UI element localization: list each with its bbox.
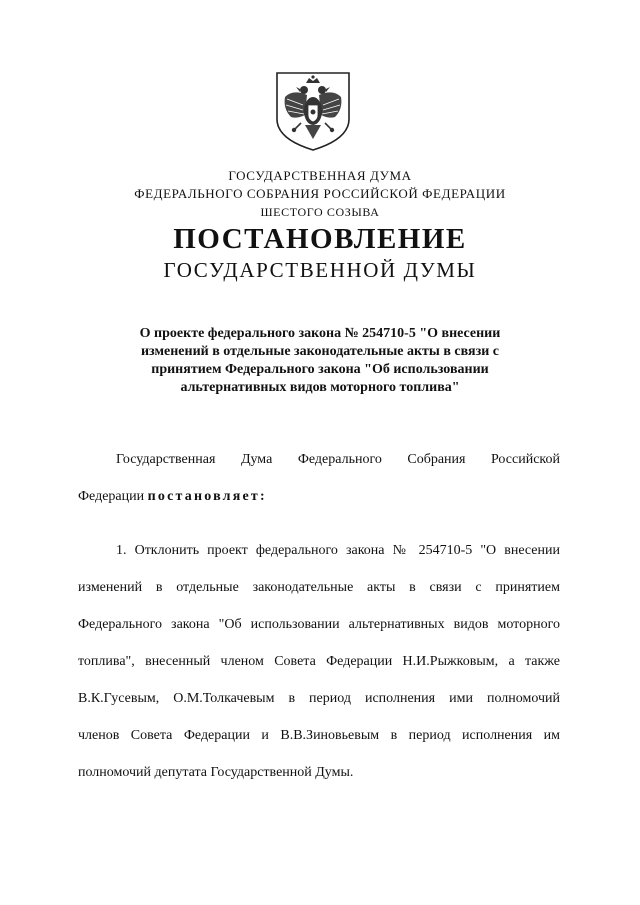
- document-subtitle: ГОСУДАРСТВЕННОЙ ДУМЫ: [163, 258, 477, 282]
- preamble-prefix: Федерации: [78, 489, 148, 504]
- coat-of-arms-icon: [271, 69, 355, 153]
- item-1-line: топлива", внесенный членом Совета Федерации Н.И.Рыжковым, а также: [78, 654, 560, 669]
- header-line-duma: ГОСУДАРСТВЕННАЯ ДУМА: [228, 168, 412, 183]
- item-1-line: В.К.Гусевым, О.М.Толкачевым в период исполнения ими полномочий: [78, 691, 560, 706]
- preamble-line: Государственная Дума Федерального Собрания Российской: [116, 452, 560, 467]
- subject-line: О проекте федерального закона № 254710-5 "О внесении: [139, 326, 501, 341]
- header-line-assembly: ФЕДЕРАЛЬНОГО СОБРАНИЯ РОССИЙСКОЙ ФЕДЕРАЦИИ: [134, 186, 506, 201]
- item-1-line: членов Совета Федерации и В.В.Зиновьевым в период исполнения им: [78, 728, 560, 743]
- subject-line: принятием Федерального закона "Об использовании: [151, 362, 489, 377]
- item-1-line: 1. Отклонить проект федерального закона № 254710-5 "О внесении: [116, 543, 560, 558]
- subject-line: изменений в отдельные законодательные акты в связи с: [140, 344, 499, 359]
- preamble-decision-word: постановляет:: [147, 489, 267, 504]
- item-1-line: полномочий депутата Государственной Думы.: [78, 765, 354, 780]
- header-line-convocation: ШЕСТОГО СОЗЫВА: [260, 205, 380, 219]
- document-title: ПОСТАНОВЛЕНИЕ: [173, 223, 467, 255]
- resolution-subject: [90, 325, 550, 397]
- subject-line: альтернативных видов моторного топлива": [180, 380, 460, 395]
- preamble-line: [78, 487, 560, 507]
- item-1-line: Федерального закона "Об использовании альтернативных видов моторного: [78, 617, 560, 632]
- item-1-line: изменений в отдельные законодательные акты в связи с принятием: [78, 580, 560, 595]
